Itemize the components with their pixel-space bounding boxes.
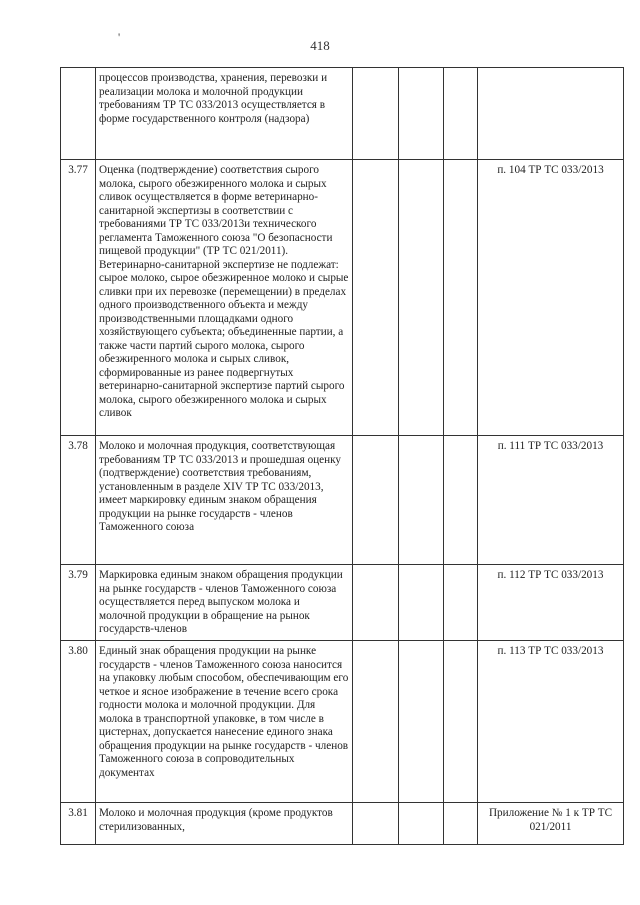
requirement-text: Молоко и молочная продукция (кроме продуктов стерилизованных, (96, 803, 353, 845)
empty-cell (353, 436, 399, 565)
empty-cell (353, 641, 399, 803)
table-row (61, 803, 624, 845)
table-row (61, 68, 624, 160)
empty-cell (399, 641, 444, 803)
empty-cell (353, 68, 399, 160)
table-row (61, 565, 624, 641)
row-number: 3.77 (61, 160, 96, 436)
requirement-text: Маркировка единым знаком обращения продукции на рынке государств - членов Таможенного союза осуществляется перед выпуском молока и молочной продукции в обращение на рынок государств-членов (96, 565, 353, 641)
empty-cell (444, 803, 478, 845)
empty-cell (353, 565, 399, 641)
reference-cell: Приложение № 1 к ТР ТС 021/2011 (478, 803, 624, 845)
requirement-text: Оценка (подтверждение) соответствия сырого молока, сырого обезжиренного молока и сырых сливок осуществляется в форме ветеринарно-санитарной экспертизы в соответствии с требованиями ТР ТС 033/2013и технического регламента Таможенного союза "О безопасности пищевой продукции" (ТР ТС 021/2011). Ветеринарно-санитарной экспертизе не подлежат: сырое молоко, сырое обезжиренное молоко и сырые сливки при их перевозке (перемещении) в пределах одного производственного объекта и между производственными площадками одного хозяйствующего субъекта; объединенные партии, а также части партий сырого молока, сырого обезжиренного молока и сырых сливок, сформированные из ранее подвергнутых ветеринарно-санитарной экспертизе партий сырого молока, сырого обезжиренного молока и сырых сливок (96, 160, 353, 436)
row-number: 3.78 (61, 436, 96, 565)
empty-cell (399, 565, 444, 641)
table-row (61, 436, 624, 565)
empty-cell (399, 436, 444, 565)
empty-cell (399, 68, 444, 160)
requirement-text: Единый знак обращения продукции на рынке государств - членов Таможенного союза наносится на упаковку любым способом, обеспечивающим его четкое и ясное изображение в течение всего срока годности молока и молочной продукции. Для молока в транспортной упаковке, в том числе в цистернах, допускается нанесение единого знака обращения продукции на рынке государств - членов Таможенного союза в сопроводительных документах (96, 641, 353, 803)
reference-cell: п. 113 ТР ТС 033/2013 (478, 641, 624, 803)
page-number: 418 (310, 38, 330, 53)
requirements-table (60, 67, 624, 845)
empty-cell (444, 641, 478, 803)
reference-cell: п. 112 ТР ТС 033/2013 (478, 565, 624, 641)
reference-cell: п. 104 ТР ТС 033/2013 (478, 160, 624, 436)
empty-cell (444, 565, 478, 641)
empty-cell (444, 68, 478, 160)
empty-cell (399, 803, 444, 845)
row-number: 3.79 (61, 565, 96, 641)
row-number: 3.80 (61, 641, 96, 803)
table-row (61, 160, 624, 436)
empty-cell (353, 160, 399, 436)
empty-cell (444, 436, 478, 565)
reference-cell (478, 68, 624, 160)
row-number (61, 68, 96, 160)
empty-cell (444, 160, 478, 436)
reference-cell: п. 111 ТР ТС 033/2013 (478, 436, 624, 565)
table-row (61, 641, 624, 803)
empty-cell (399, 160, 444, 436)
scan-mark: ' (118, 30, 121, 44)
requirement-text: процессов производства, хранения, перевозки и реализации молока и молочной продукции требованиям ТР ТС 033/2013 осуществляется в форме государственного контроля (надзора) (96, 68, 353, 160)
requirement-text: Молоко и молочная продукция, соответствующая требованиям ТР ТС 033/2013 и прошедшая оценку (подтверждение) соответствия требованиям, установленным в разделе XIV ТР ТС 033/2013, имеет маркировку единым знаком обращения продукции на рынке государств - членов Таможенного союза (96, 436, 353, 565)
empty-cell (353, 803, 399, 845)
row-number: 3.81 (61, 803, 96, 845)
